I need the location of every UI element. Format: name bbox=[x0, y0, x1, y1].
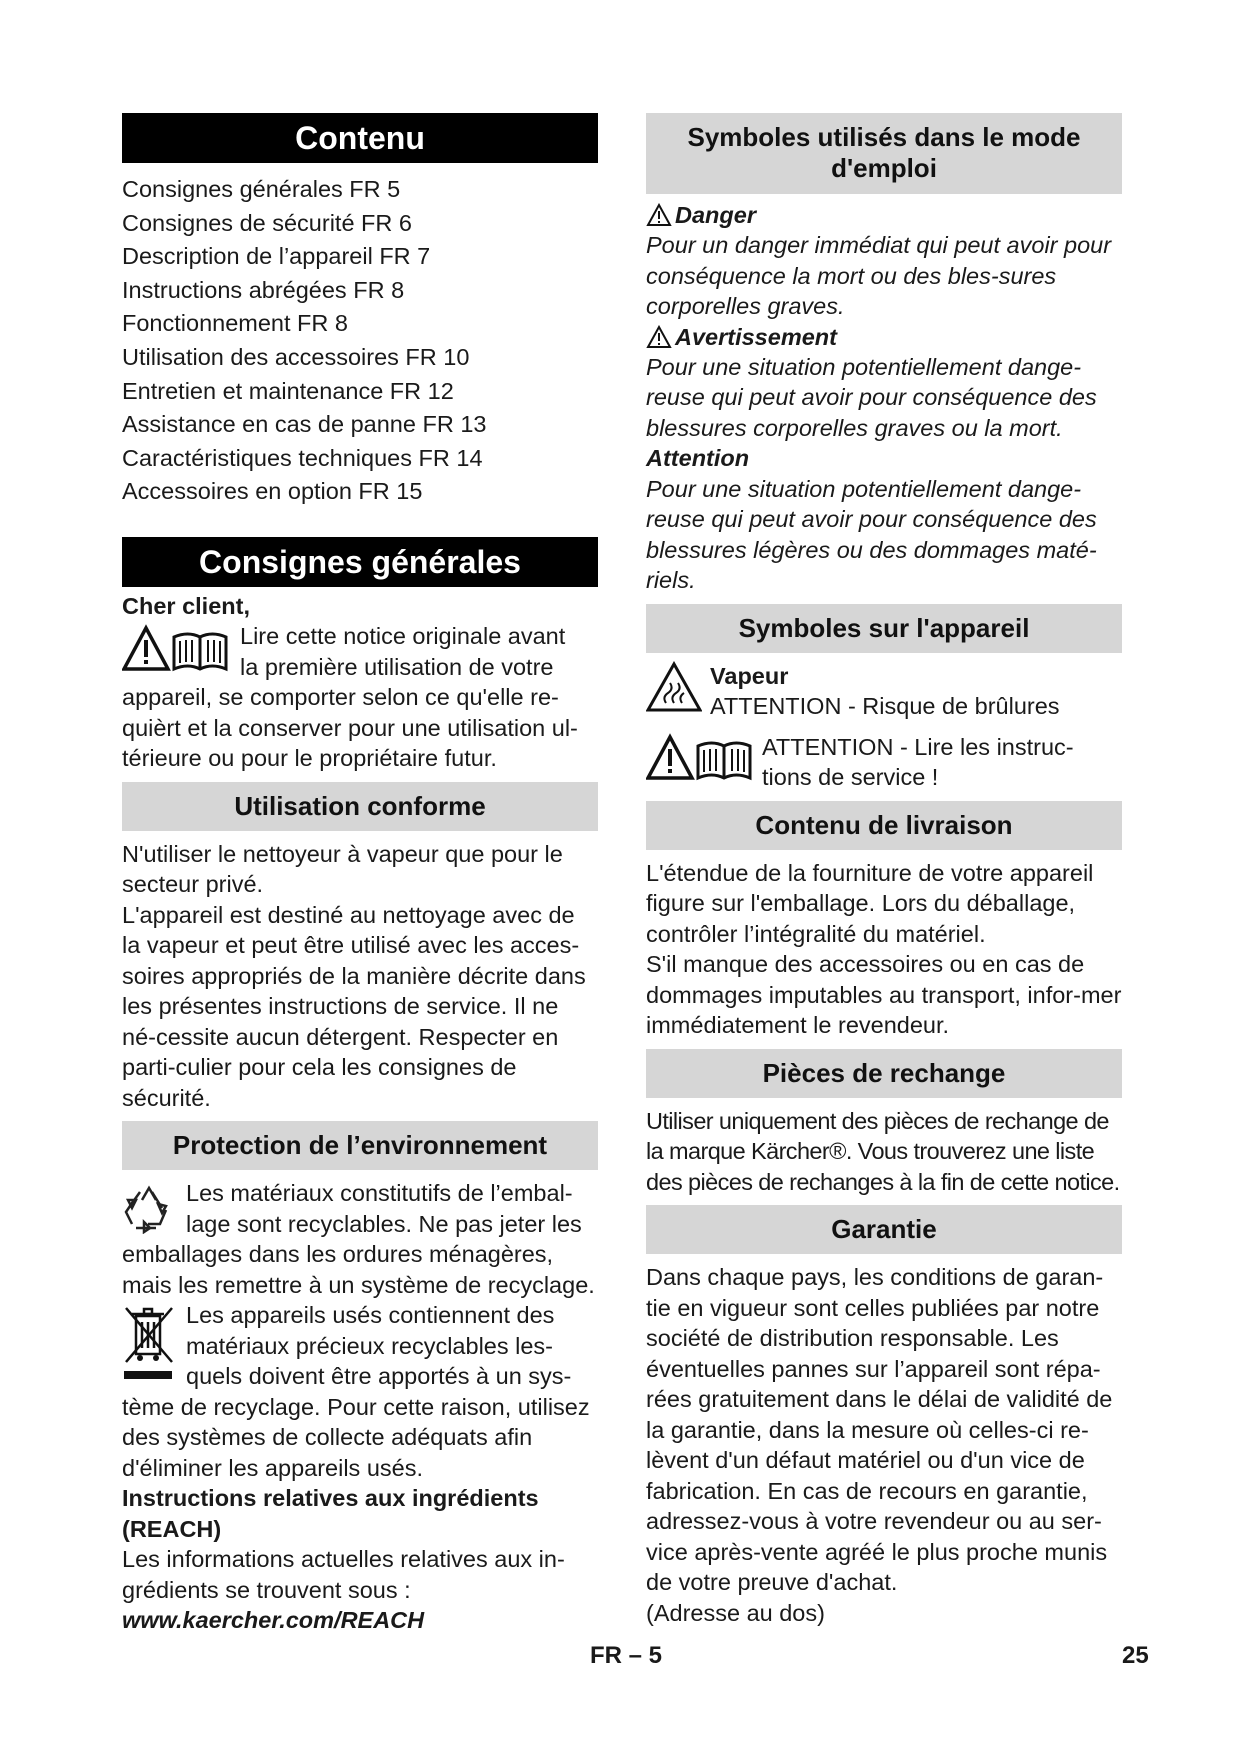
delivery-heading: Contenu de livraison bbox=[646, 801, 1122, 850]
toc-item[interactable]: Utilisation des accessoires FR 10 bbox=[122, 343, 470, 370]
intro-line: la première utilisation de votre bbox=[240, 653, 554, 680]
page-number: 25 bbox=[1122, 1642, 1149, 1669]
steam-text: ATTENTION - Risque de brûlures bbox=[710, 693, 1060, 719]
danger-label-row bbox=[646, 200, 1122, 230]
steam-symbol-row bbox=[646, 661, 1122, 722]
toc-list bbox=[122, 173, 598, 509]
warning-triangle-icon bbox=[646, 325, 672, 349]
toc-item[interactable]: Description de l’appareil FR 7 bbox=[122, 243, 431, 270]
weee-text: Les appareils usés contiennent des matériaux précieux recyclables les-quels doivent être apportés à un sys-tème de recyclage. Pour cette raison, utilisez des systèmes de collecte adéquats afin d'éliminer les appareils usés. bbox=[122, 1302, 590, 1481]
toc-item[interactable]: Entretien et maintenance FR 12 bbox=[122, 377, 454, 404]
warning-label-row bbox=[646, 322, 1122, 352]
toc-item[interactable]: Consignes générales FR 5 bbox=[122, 176, 401, 202]
warranty-text: Dans chaque pays, les conditions de garan-tie en vigueur sont celles publiées par notre société de distribution responsable. Les éventuelles pannes sur l’appareil sont répa-rées gratuitement dans le délai de validité de la garantie, dans la mesure où celles-ci re-lèvent d'un défaut matériel ou d'un vice de fabrication. En cas de recours en garantie, adressez-vous à votre revendeur ou au ser-vice après-vente agréé le plus proche munis de votre preuve d'achat. bbox=[646, 1264, 1113, 1595]
salutation: Cher client, bbox=[122, 592, 250, 619]
delivery-text: S'il manque des accessoires ou en cas de dommages imputables au transport, infor-mer immédiatement le revendeur. bbox=[646, 951, 1122, 1038]
steam-warning-icon bbox=[646, 661, 702, 718]
attention-text: Pour une situation potentiellement dange-reuse qui peut avoir pour conséquence des blessures légères ou des dommages maté-riels. bbox=[646, 475, 1097, 593]
proper-use-text: L'appareil est destiné au nettoyage avec de la vapeur et peut être utilisé avec les acces-soires appropriés de la manière décrite dans les présentes instructions de service. Il ne né-cessite aucun détergent. Respecter en parti-culier pour cela les consignes de sécurité. bbox=[122, 901, 586, 1111]
environment-heading: Protection de l’environnement bbox=[122, 1121, 598, 1170]
weee-block bbox=[122, 1300, 598, 1483]
toc-item[interactable]: Caractéristiques techniques FR 14 bbox=[122, 444, 483, 471]
proper-use-text: N'utiliser le nettoyeur à vapeur que pour le secteur privé. bbox=[122, 840, 563, 898]
section-page-label: FR – 5 bbox=[590, 1642, 663, 1669]
warning-triangle-icon bbox=[646, 203, 672, 227]
left-column bbox=[122, 113, 598, 1636]
recycle-icon bbox=[122, 1182, 176, 1239]
toc-item[interactable]: Fonctionnement FR 8 bbox=[122, 310, 348, 337]
intro-block bbox=[122, 621, 598, 774]
intro-text: appareil, se comporter selon ce qu'elle re-quièrt et la conserver pour une utilisation ul-térieure ou pour le propriétaire futur. bbox=[122, 684, 578, 772]
steam-label: Vapeur bbox=[710, 662, 789, 689]
symbols-device-heading: Symboles sur l'appareil bbox=[646, 604, 1122, 653]
recycle-block bbox=[122, 1178, 598, 1300]
recycle-text: Les matériaux constitutifs de l’embal-lage sont recyclables. Ne pas jeter les emballages dans les ordures ménagères, mais les remettre à un système de recyclage. bbox=[122, 1180, 595, 1298]
reach-link[interactable]: www.kaercher.com/REACH bbox=[122, 1607, 425, 1634]
warranty-heading: Garantie bbox=[646, 1205, 1122, 1254]
symbols-manual-heading: Symboles utilisés dans le mode d'emploi bbox=[646, 113, 1122, 194]
crossed-bin-icon bbox=[122, 1304, 176, 1387]
warning-manual-icon bbox=[646, 732, 754, 789]
spare-parts-text: Utiliser uniquement des pièces de rechange de la marque Kärcher®. Vous trouverez une liste des pièces de rechanges à la fin de cette notice. bbox=[646, 1107, 1120, 1195]
intro-line: Lire cette notice originale avant bbox=[240, 623, 566, 650]
toc-item[interactable]: Assistance en cas de panne FR 13 bbox=[122, 411, 487, 438]
danger-text: Pour un danger immédiat qui peut avoir pour conséquence la mort ou des bles-sures corporelles graves. bbox=[646, 232, 1112, 319]
warning-manual-icon bbox=[122, 623, 230, 680]
warning-text: Pour une situation potentiellement dange-reuse qui peut avoir pour conséquence des blessures corporelles graves ou la mort. bbox=[646, 353, 1097, 441]
danger-label: Danger bbox=[675, 202, 756, 228]
delivery-text: L'étendue de la fourniture de votre appareil figure sur l'emballage. Lors du déballage, contrôler l’intégralité du matériel. bbox=[646, 859, 1094, 947]
reach-text: Les informations actuelles relatives aux in-grédients se trouvent sous : bbox=[122, 1546, 565, 1603]
reach-heading: Instructions relatives aux ingrédients (REACH) bbox=[122, 1485, 539, 1542]
general-heading: Consignes générales bbox=[122, 537, 598, 587]
toc-item[interactable]: Instructions abrégées FR 8 bbox=[122, 276, 405, 303]
toc-heading: Contenu bbox=[122, 113, 598, 163]
right-column bbox=[646, 113, 1122, 1628]
toc-item[interactable]: Accessoires en option FR 15 bbox=[122, 478, 423, 505]
toc-item[interactable]: Consignes de sécurité FR 6 bbox=[122, 209, 412, 236]
manual-text: ATTENTION - Lire les instruc-tions de service ! bbox=[762, 733, 1074, 790]
manual-symbol-row bbox=[646, 732, 1122, 793]
spare-parts-heading: Pièces de rechange bbox=[646, 1049, 1122, 1098]
proper-use-heading: Utilisation conforme bbox=[122, 782, 598, 831]
warranty-address: (Adresse au dos) bbox=[646, 1599, 825, 1626]
attention-label: Attention bbox=[646, 445, 750, 471]
warning-label: Avertissement bbox=[675, 323, 837, 350]
